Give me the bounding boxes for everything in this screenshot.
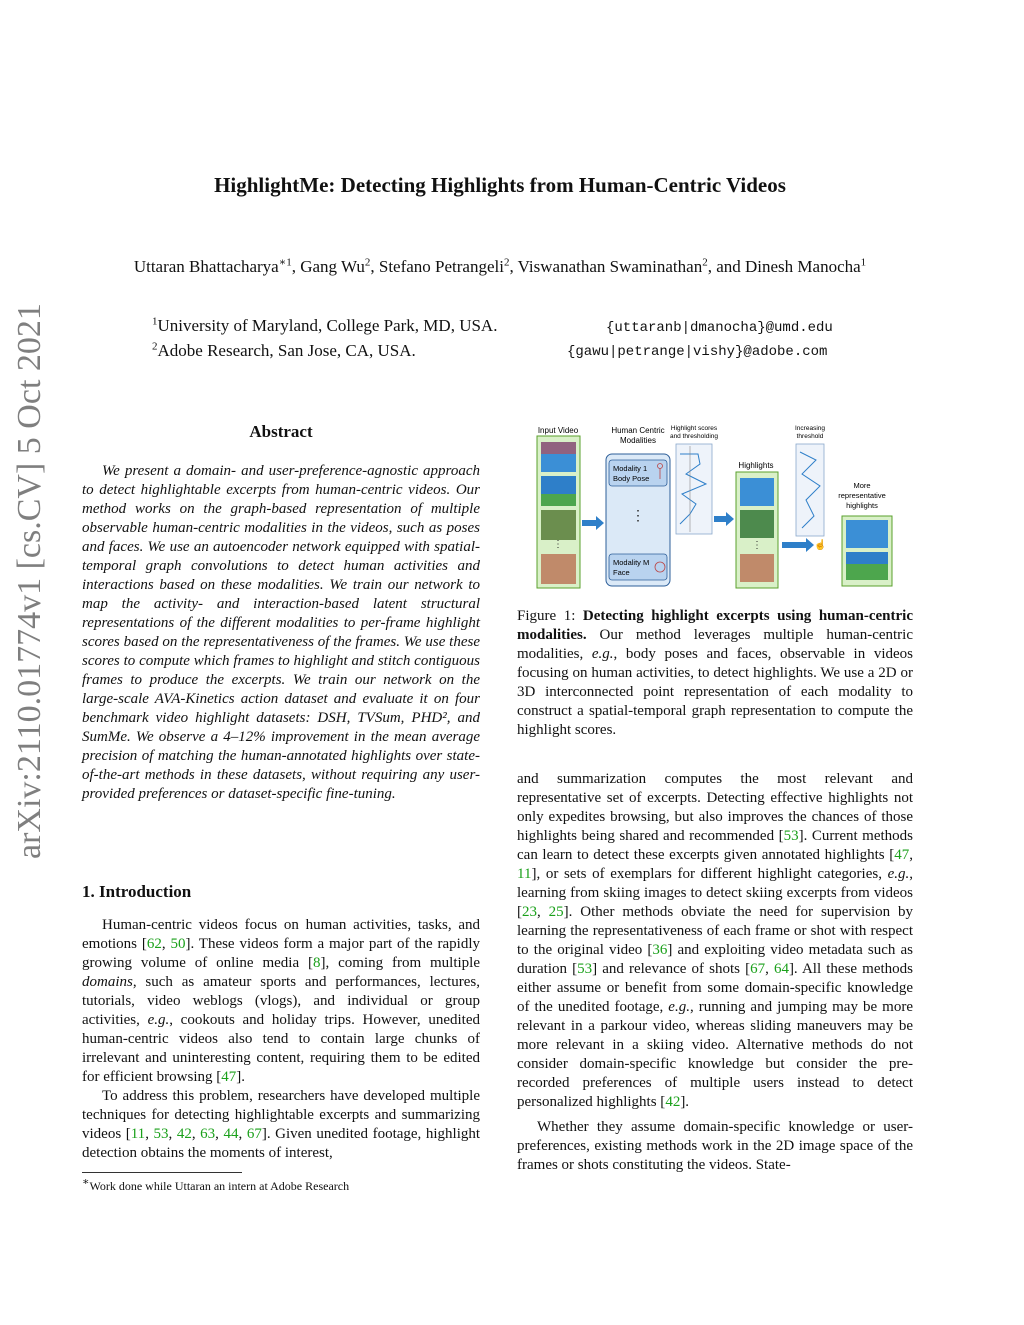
text: , such as amateur sports and performances, lectures, tutorials, video weblogs (vlogs), and individual or group activities,	[82, 974, 480, 1028]
citation-link[interactable]: 67	[750, 961, 766, 977]
label-modality-m: Modality M	[613, 558, 650, 567]
author-mark: 1	[860, 256, 867, 269]
cursor-hand-icon: ☝	[814, 540, 827, 551]
affiliation-name: University of Maryland, College Park, MD, USA.	[157, 316, 498, 335]
footnote-mark: ∗	[82, 1176, 90, 1188]
text: ,	[765, 961, 774, 977]
arrow-icon	[782, 538, 814, 552]
citation-link[interactable]: 47	[221, 1069, 237, 1085]
abstract-body: We present a domain- and user-preference-agnostic approach to detect highlightable excerpts from human-centric videos. Our method works on the graph-based representation of multiple observable human-centric modalities in the videos, such as poses and faces. We use an autoencoder network equipped with spatial-temporal graph convolutions to detect human activities and interactions based on these modalities. We train our network to map the activity- and interaction-based latent structural representations of the different modalities to per-frame highlight scores based on the representativeness of the frames. We use these scores to compute which frames to highlight and stitch contiguous frames to produce the excerpts. We train our network on the large-scale AVA-Kinetics action dataset and evaluate it on four benchmark video highlight datasets: DSH, TVSum, PHD², and SumMe. We observe a 4–12% improvement in the mean average precision of matching the human-annotated highlights over state-of-the-art methods in these datasets, without requiring any user-provided preferences or dataset-specific fine-tuning.	[82, 463, 480, 802]
affiliation-2-email[interactable]: {gawu|petrange|vishy}@adobe.com	[567, 344, 828, 360]
label-representative: representative	[838, 491, 886, 500]
citation-link[interactable]: 53	[153, 1126, 169, 1142]
citation-link[interactable]: 67	[246, 1126, 262, 1142]
citation-link[interactable]: 25	[548, 904, 564, 920]
citation-link[interactable]: 53	[783, 828, 799, 844]
text: ,	[145, 1126, 154, 1142]
citation-link[interactable]: 36	[652, 942, 668, 958]
label-input-video: Input Video	[537, 426, 579, 435]
emphasis: domains	[82, 974, 133, 990]
citation-link[interactable]: 44	[223, 1126, 239, 1142]
video-frame-detail	[541, 442, 576, 454]
final-frame-detail	[846, 564, 888, 580]
figure-1-caption	[517, 607, 913, 740]
author-name: Dinesh Manocha	[745, 257, 861, 276]
emphasis: e.g.	[591, 646, 614, 662]
text: , learning from skiing images to detect skiing excerpts from videos [	[517, 866, 913, 920]
ellipsis: ⋮	[553, 539, 563, 550]
footnote-text: Work done while Uttaran an intern at Adobe Research	[89, 1179, 350, 1193]
text: ], coming from multiple	[320, 955, 481, 971]
text: ,	[191, 1126, 201, 1142]
citation-link[interactable]: 42	[665, 1094, 681, 1110]
text: ,	[161, 936, 171, 952]
text: ,	[215, 1126, 224, 1142]
label-face: Face	[613, 568, 630, 577]
author-name: Gang Wu	[300, 257, 365, 276]
affiliation-1	[152, 316, 497, 336]
ellipsis: ⋮	[752, 540, 762, 551]
label-modalities: Human Centric	[611, 426, 665, 435]
label-modalities: Modalities	[619, 436, 657, 445]
label-thresholding: and thresholding	[669, 433, 719, 440]
citation-link[interactable]: 11	[130, 1126, 146, 1142]
text: ,	[537, 904, 549, 920]
paper-title: HighlightMe: Detecting Highlights from Human-Centric Videos	[214, 173, 786, 197]
affiliation-mark: 2	[152, 340, 158, 353]
paragraph	[517, 770, 913, 1112]
author-mark: 2	[503, 256, 510, 269]
author-name: Viswanathan Swaminathan	[517, 257, 703, 276]
arrow-icon	[582, 516, 604, 530]
footnote	[82, 1176, 480, 1194]
arrow-icon	[714, 512, 734, 526]
citation-link[interactable]: 11	[517, 866, 532, 882]
affiliation-mark: 1	[152, 315, 158, 328]
author-name: Stefano Petrangeli	[378, 257, 504, 276]
text: ]. Other methods obviate the need for supervision by learning the representativeness of each frame or shot with respect to the original video [	[517, 904, 914, 958]
citation-link[interactable]: 8	[313, 955, 321, 971]
text: ]. Given unedited footage, highlight detection obtains the moments of interest,	[82, 1126, 481, 1161]
separator: , and	[707, 257, 745, 276]
label-increasing-threshold: Increasing	[795, 425, 825, 432]
figure-1-diagram	[530, 424, 914, 604]
label-highlights: highlights	[846, 501, 878, 510]
caption-prefix: Figure 1:	[517, 608, 583, 624]
text: and summarization computes the most relevant and representative set of excerpts. Detecting effective highlights not only expedites browsing, but also improves the chances of those highlights being shared and recommended [	[517, 771, 913, 844]
citation-link[interactable]: 62	[146, 936, 162, 952]
abstract-heading: Abstract	[249, 422, 313, 441]
author-mark: 2	[702, 256, 708, 269]
label-highlights: Highlights	[738, 461, 774, 470]
emphasis: e.g.	[147, 1012, 170, 1028]
text: ]. All these methods either assume or benefit from some domain-specific knowledge of the unedited footage,	[517, 961, 913, 1015]
text: ,	[238, 1126, 247, 1142]
arxiv-identifier: arXiv:2110.01774v1 [cs.CV] 5 Oct 2021	[11, 303, 48, 859]
caption-title: Detecting highlight excerpts using human-centric modalities.	[517, 608, 913, 643]
final-frame-thumbnail	[846, 520, 888, 548]
text: Human-centric videos focus on human activities, tasks, and emotions [	[82, 917, 480, 952]
text: ]. These videos form a major part of the rapidly growing volume of online media [	[82, 936, 480, 971]
caption-text: , body poses and faces, observable in videos focusing on human activities, to detect highlights. We use a 2D or 3D interconnected point representation of each modality to construct a spatial-temporal graph representation to compute the highlight scores.	[517, 646, 913, 738]
separator: ,	[370, 257, 379, 276]
right-column-body	[517, 770, 913, 1175]
footnote-rule	[82, 1172, 242, 1173]
text: To address this problem, researchers have developed multiple techniques for detecting highlightable excerpts and summarizing videos [	[82, 1088, 480, 1142]
text: ] and relevance of shots [	[592, 961, 751, 977]
citation-link[interactable]: 63	[200, 1126, 216, 1142]
author-list	[100, 256, 900, 278]
video-frame-detail	[541, 494, 576, 506]
label-more: More	[853, 481, 871, 490]
citation-link[interactable]: 47	[894, 847, 910, 863]
text: , running and jumping may be more relevant in a parkour video, whereas sliding maneuvers may be more relevant in a skiing video. Alternative methods do not consider domain-specific knowledge but consider the pre-recorded preferences of multiple users instead to detect personalized highlights [	[517, 999, 913, 1110]
paragraph: Whether they assume domain-specific knowledge or user-preferences, existing methods work in the 2D image space of the frames or shots constituting the videos. State-	[517, 1119, 913, 1173]
affiliation-2	[152, 341, 416, 361]
video-frame-thumbnail	[541, 510, 576, 540]
label-highlight-scores: Highlight scores	[670, 425, 718, 432]
introduction-body	[82, 916, 480, 1163]
citation-link[interactable]: 42	[176, 1126, 192, 1142]
emphasis: e.g.	[887, 866, 910, 882]
increasing-threshold-plot	[796, 444, 824, 536]
text: ,	[168, 1126, 177, 1142]
label-modality-1: Modality 1	[613, 464, 648, 473]
text: ,	[909, 847, 913, 863]
label-body-pose: Body Pose	[613, 474, 650, 483]
affiliation-1-email[interactable]: {uttaranb|dmanocha}@umd.edu	[606, 320, 833, 336]
separator: ,	[291, 257, 301, 276]
text: ].	[680, 1094, 690, 1110]
caption-text: Our method leverages multiple human-centric modalities,	[517, 627, 913, 662]
section-heading-introduction: 1. Introduction	[82, 882, 192, 901]
citation-link[interactable]: 23	[522, 904, 537, 920]
author-mark: 2	[364, 256, 371, 269]
text: ], or sets of exemplars for different highlight categories,	[531, 866, 888, 882]
paragraph	[82, 1087, 480, 1163]
ellipsis: ⋮	[631, 509, 645, 524]
emphasis: e.g.	[668, 999, 690, 1015]
text: ].	[236, 1069, 246, 1085]
video-frame-thumbnail	[541, 554, 576, 584]
affiliation-name: Adobe Research, San Jose, CA, USA.	[157, 341, 416, 360]
highlight-frame-thumbnail	[740, 478, 774, 506]
highlight-frame-thumbnail	[740, 554, 774, 582]
author-name: Uttaran Bhattacharya	[133, 257, 279, 276]
paragraph	[82, 916, 480, 1087]
text: ] and exploiting video metadata such as duration [	[517, 942, 913, 977]
separator: ,	[509, 257, 518, 276]
highlight-frame-thumbnail	[740, 510, 774, 538]
label-threshold: threshold	[796, 433, 824, 440]
citation-link[interactable]: 50	[170, 936, 186, 952]
text: , cookouts and holiday trips. However, unedited human-centric videos also tend to contain large chunks of irrelevant and uninteresting content, requiring them to be edited for efficient browsing [	[82, 1012, 480, 1085]
citation-link[interactable]: 64	[773, 961, 789, 977]
text: ]. Current methods can learn to detect these excerpts given annotated highlights [	[517, 828, 913, 863]
author-mark: ∗1	[278, 256, 292, 269]
citation-link[interactable]: 53	[577, 961, 593, 977]
